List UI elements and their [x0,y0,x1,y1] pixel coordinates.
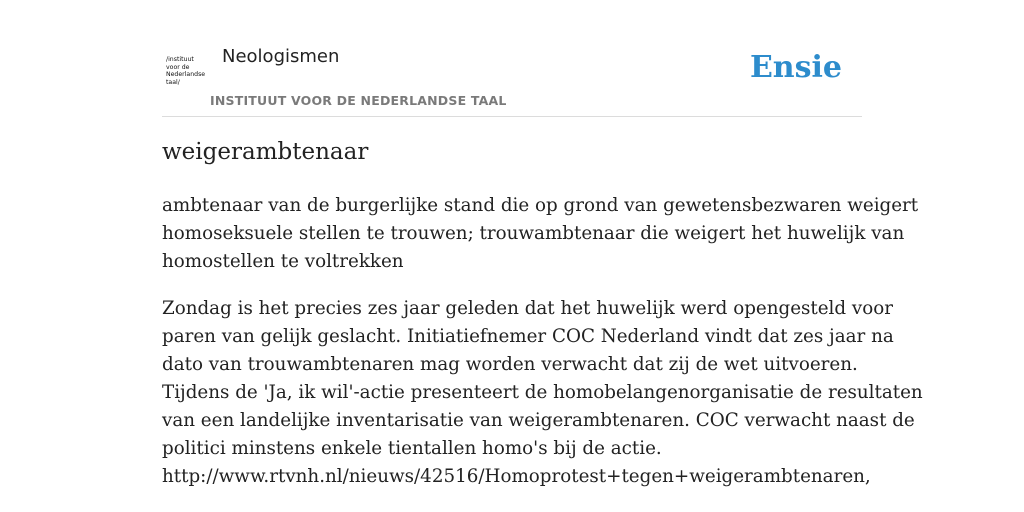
quote-line: Zondag is het precies zes jaar geleden dat het huwelijk werd opengesteld voor [162,298,894,319]
logo-line: /instituut [166,56,194,63]
ivdnt-logo[interactable] [166,56,210,90]
site-name[interactable]: Neologismen [222,46,340,67]
definition-line: homoseksuele stellen te trouwen; trouwambtenaar die weigert het huwelijk van [162,223,905,244]
site-header [162,40,862,117]
logo-line: voor de [166,63,190,71]
definition-line: ambtenaar van de burgerlijke stand die op grond van gewetensbezwaren weigert [162,195,919,216]
quote-line: van een landelijke inventarisatie van weigerambtenaren. COC verwacht naast de [162,410,915,431]
source-link[interactable]: http://www.rtvnh.nl/nieuws/42516/Homoprotest+tegen+weigerambtenaren, [162,466,871,487]
entry-title: weigerambtenaar [162,139,369,165]
quote-line: Tijdens de 'Ja, ik wil'-actie presenteert de homobelangenorganisatie de resultaten [162,382,923,403]
quote-line: politici minstens enkele tientallen homo's bij de actie. [162,438,662,459]
logo-line: Nederlandse [166,71,206,79]
ensie-brand-logo[interactable]: Ensie [749,50,842,85]
logo-line: taal/ [166,78,180,86]
entry-quote [162,295,923,491]
entry-definition [162,192,919,276]
quote-line: paren van gelijk geslacht. Initiatiefnemer COC Nederland vindt dat zes jaar na [162,326,894,347]
org-name: INSTITUUT VOOR DE NEDERLANDSE TAAL [210,93,507,108]
quote-line: dato van trouwambtenaren mag worden verwacht dat zij de wet uitvoeren. [162,354,858,375]
definition-line: homostellen te voltrekken [162,251,404,272]
